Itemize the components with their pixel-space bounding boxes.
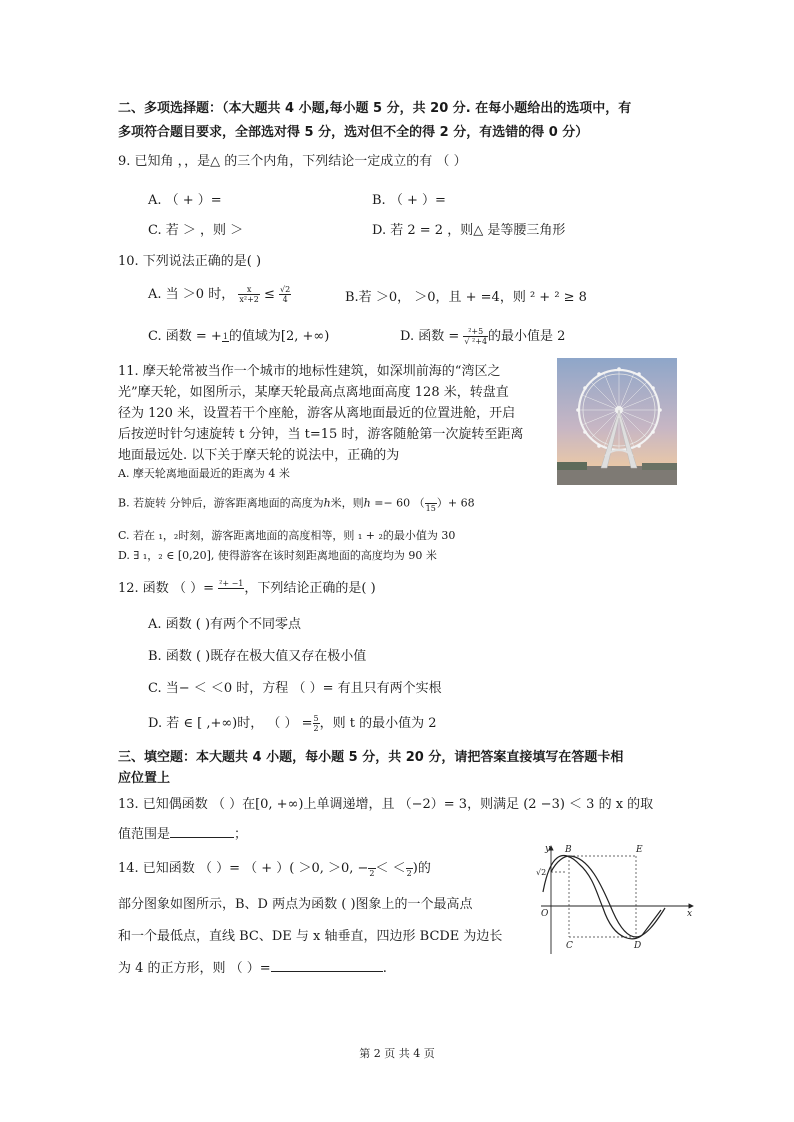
q14-line3: 和一个最低点，直线 BC、DE 与 x 轴垂直，四边形 BCDE 为边长 xyxy=(118,929,503,944)
q14-text: 14. 已知函数 （ ）= （ + ）( ＞0, ＞0, − xyxy=(118,861,369,876)
q10-d-den: √ ²+4 xyxy=(464,337,488,346)
q9-option-c: C. 若 ＞ ，则 ＞ xyxy=(148,223,244,238)
q12-stem xyxy=(118,577,376,598)
q10-a-num2: √2 xyxy=(280,285,291,294)
q14-end: . xyxy=(382,961,387,976)
q12-d-den: 2 xyxy=(313,724,319,733)
page-footer: 第 2 页 共 4 页 xyxy=(359,1047,435,1060)
q10-a-num: x xyxy=(238,285,260,295)
q12-d-post: ，则 t 的最小值为 2 xyxy=(319,716,437,731)
q11-option-b xyxy=(118,494,475,513)
section3-heading-line1: 三、填空题：本大题共 4 小题，每小题 5 分，共 20 分，请把答案直接填写在答题卡相 xyxy=(118,750,624,765)
q11-b-num xyxy=(425,494,437,504)
q10-a-den2: 4 xyxy=(282,295,288,304)
y-label: y xyxy=(545,844,551,854)
q9-option-a: A. （ + ）= xyxy=(148,193,222,208)
q12-d-text: D. 若 ∈ [ ,+∞)时， （ ） = xyxy=(148,716,313,731)
q12-fraction xyxy=(218,579,244,598)
q9-option-b: B. （ + ）= xyxy=(372,193,446,208)
q14-post: )的 xyxy=(412,861,431,876)
q10-c-fraction xyxy=(222,332,229,342)
q14-function-graph xyxy=(533,842,703,960)
section2-heading-line1: 二、多项选择题：（本大题共 4 小题,每小题 5 分，共 20 分. 在每小题给出的选项中，有 xyxy=(118,101,632,116)
point-c-label: C xyxy=(566,941,573,951)
q14-mid: ＜ ＜ xyxy=(375,861,406,876)
point-b-label: B xyxy=(565,845,572,855)
q12-option-d xyxy=(148,712,437,733)
q14-answer-blank[interactable] xyxy=(271,959,383,972)
q12-option-b: B. 函数 ( )既存在极大值又存在极小值 xyxy=(148,649,367,664)
q10-a-le: ≤ xyxy=(264,287,275,302)
q13-line1: 13. 已知偶函数 （ ）在[0, +∞)上单调递增，且 （−2）= 3，则满足 (2 −3) ＜ 3 的 x 的取 xyxy=(118,797,654,812)
q10-a-den: x²+2 xyxy=(239,295,259,304)
q12-stem-text: 12. 函数 （ ）= xyxy=(118,581,214,596)
q14-line1 xyxy=(118,857,431,878)
x-label: x xyxy=(687,909,693,919)
section3-heading-line2: 应位置上 xyxy=(118,771,171,786)
q10-c-text: C. 函数 = + xyxy=(148,329,222,344)
q11-b-den: 15 xyxy=(425,504,436,513)
q10-c-post: 的值域为[2, +∞) xyxy=(228,329,330,344)
q12-d-num: 5 xyxy=(313,714,319,723)
sqrt2-label: √2 xyxy=(536,868,547,877)
q10-d-post: 的最小值是 2 xyxy=(488,329,566,344)
q12-option-c: C. 当− ＜ ＜0 时，方程 （ ）= 有且只有两个实根 xyxy=(148,681,442,696)
q10-a-fraction xyxy=(238,285,260,304)
point-e-label: E xyxy=(636,845,643,855)
q10-d-text: D. 函数 = xyxy=(400,329,460,344)
q11-line-3: 径为 120 米，设置若干个座舱，游客从离地面最近的位置进舱，开启 xyxy=(118,406,516,421)
q11-line-2: 光”摩天轮，如图所示，某摩天轮最高点离地面高度 128 米，转盘直 xyxy=(118,385,509,400)
point-d-label: D xyxy=(634,941,642,951)
q14-frac2-den: 2 xyxy=(406,869,412,878)
q10-option-a xyxy=(148,283,291,304)
q10-option-d xyxy=(400,325,565,346)
q10-a-text: A. 当 ＞0 时， xyxy=(148,287,235,302)
q12-frac-num: ²+ −1 xyxy=(219,579,244,588)
q12-frac-den xyxy=(218,589,244,598)
q13-text: 值范围是 xyxy=(118,827,171,842)
q12-option-a: A. 函数 ( )有两个不同零点 xyxy=(148,617,302,632)
q14-line2: 部分图象如图所示，B、D 两点为函数 ( )图象上的一个最高点 xyxy=(118,897,473,912)
q14-fraction-1 xyxy=(368,859,375,878)
q11-option-d: D. ∃ ₁，₂ ∈ [0,20], 使得游客在该时刻距离地面的高度均为 90 米 xyxy=(118,549,437,562)
q11-line-1: 11. 摩天轮常被当作一个城市的地标性建筑，如深圳前海的“湾区之 xyxy=(118,364,501,379)
q12-d-fraction xyxy=(313,714,320,733)
q11-option-c: C. 若在 ₁，₂时刻，游客距离地面的高度相等，则 ₁ + ₂的最小值为 30 xyxy=(118,529,456,542)
q10-option-b: B.若 ＞0， ＞0，且 + =4，则 ² + ² ≥ 8 xyxy=(345,290,587,305)
q13-end: ； xyxy=(234,827,248,842)
section2-heading-line2: 多项符合题目要求，全部选对得 5 分，选对但不全的得 2 分，有选错的得 0 分） xyxy=(118,125,589,140)
q10-option-c xyxy=(148,325,329,344)
q12-stem-post: ，下列结论正确的是( ) xyxy=(244,581,376,596)
q9-stem: 9. 已知角 ，，是△ 的三个内角，下列结论一定成立的有 （ ） xyxy=(118,154,467,169)
q14-line4 xyxy=(118,957,387,976)
sine-curve-main xyxy=(551,856,665,937)
q14-frac1-num xyxy=(368,859,375,869)
sine-curve xyxy=(543,856,661,939)
q10-c-num: 1 xyxy=(222,331,228,341)
q9-option-d: D. 若 2 = 2 ，则△ 是等腰三角形 xyxy=(372,223,566,238)
q14-text-4: 为 4 的正方形，则 （ ）= xyxy=(118,961,271,976)
q10-stem: 10. 下列说法正确的是( ) xyxy=(118,254,262,269)
q10-d-num: ²+5 xyxy=(463,327,488,337)
q10-d-fraction xyxy=(463,327,488,346)
q14-frac1-den: 2 xyxy=(369,869,375,878)
ferris-wheel-photo xyxy=(557,358,677,485)
q10-a-fraction2 xyxy=(279,285,291,304)
q11-b-post: ）+ 68 xyxy=(436,496,475,510)
q11-line-5: 地面最远处. 以下关于摩天轮的说法中，正确的为 xyxy=(118,448,400,463)
q11-line-4: 后按逆时针匀速旋转 t 分钟，当 t=15 时，游客随舱第一次旋转至距离 xyxy=(118,427,524,442)
origin-label: O xyxy=(541,909,549,919)
q11-option-a: A. 摩天轮离地面最近的距离为 4 米 xyxy=(118,467,290,480)
q13-line2 xyxy=(118,823,247,842)
q11-b-text: B. 若旋转 分钟后，游客距离地面的高度为ℎ米，则ℎ =− 60 （ xyxy=(118,496,425,510)
q14-fraction-2 xyxy=(406,859,413,878)
q14-frac2-num xyxy=(406,859,413,869)
q11-b-fraction xyxy=(425,494,437,513)
q13-answer-blank[interactable] xyxy=(170,825,234,838)
